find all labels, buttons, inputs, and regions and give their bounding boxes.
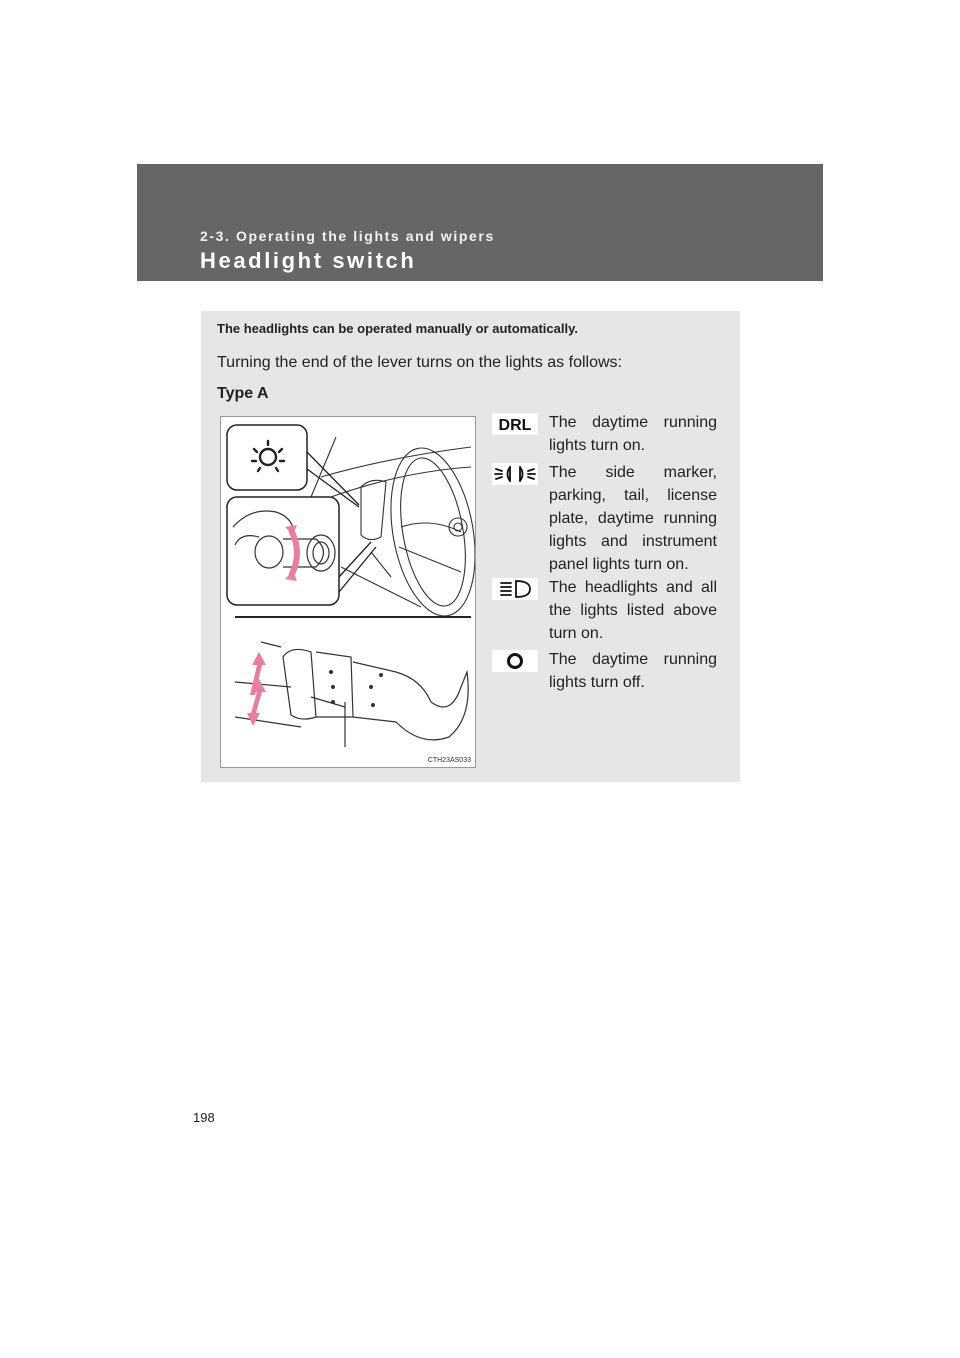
list-item <box>492 411 722 461</box>
entry-description: The headlights and all the lights listed above turn on. <box>549 579 717 642</box>
type-label: Type A <box>217 385 269 402</box>
list-item <box>492 576 722 646</box>
list-item <box>492 648 722 698</box>
content-panel <box>201 311 740 782</box>
drl-icon-text: DRL <box>498 417 532 434</box>
entry-description: The daytime running lights turn off. <box>549 651 717 691</box>
instruction-text: Turning the end of the lever turns on the lights as follows: <box>217 354 622 371</box>
lights-off-icon <box>492 650 538 672</box>
chapter-title: 2-3. Operating the lights and wipers <box>200 228 495 244</box>
page-number: 198 <box>193 1110 215 1125</box>
headlight-icon <box>492 578 538 600</box>
list-item <box>492 461 722 576</box>
entry-description: The side marker, parking, tail, license plate, daytime running lights and instrument panel lights turn on. <box>549 464 717 573</box>
lever-illustration <box>220 416 476 768</box>
entry-description: The daytime running lights turn on. <box>549 414 717 454</box>
lever-illustration-drawing <box>221 417 475 767</box>
page-title: Headlight switch <box>200 248 417 273</box>
figure-code: CTH23AS033 <box>427 757 471 764</box>
intro-text: The headlights can be operated manually or automatically. <box>217 321 578 336</box>
section-header <box>137 164 823 281</box>
drl-icon <box>492 413 538 435</box>
side-marker-lights-icon <box>492 463 538 485</box>
